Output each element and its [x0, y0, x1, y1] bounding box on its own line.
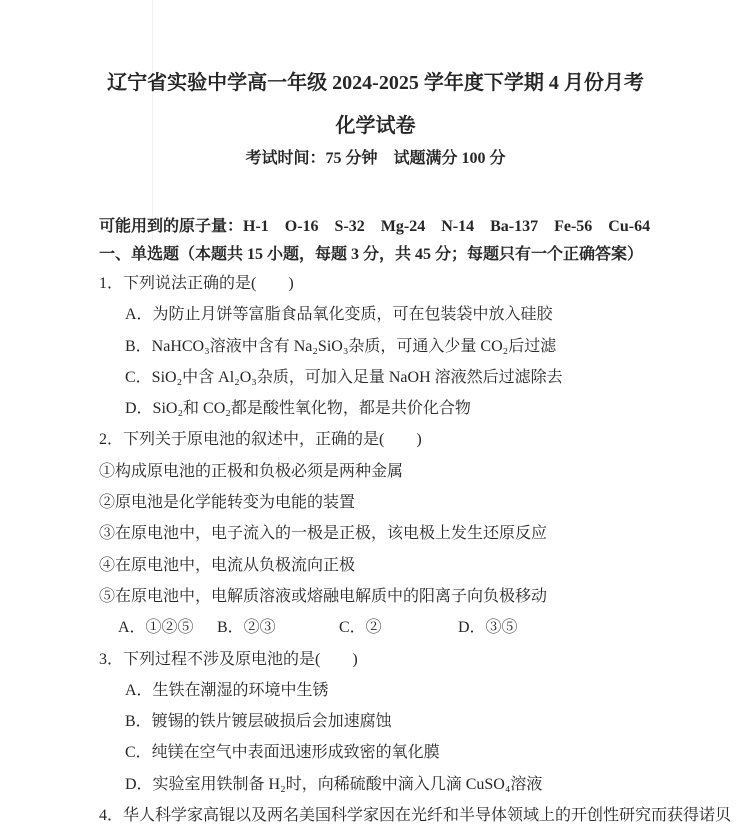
- question-2-choice-d: D．③⑤: [458, 619, 518, 637]
- exam-info-line: 考试时间：75 分钟 试题满分 100 分: [245, 150, 506, 167]
- section-header: 一、单选题（本题共 15 小题，每题 3 分，共 45 分；每题只有一个正确答案）: [99, 246, 644, 263]
- question-2-choice-b: B．②③: [217, 619, 276, 637]
- question-3-option-b: B．镀锡的铁片镀层破损后会加速腐蚀: [125, 713, 392, 731]
- question-1-stem: 1．下列说法正确的是( ): [99, 275, 294, 292]
- question-2-choice-a: A．①②⑤: [118, 619, 194, 637]
- question-3-option-a: A．生铁在潮湿的环境中生锈: [125, 681, 329, 699]
- question-2-choice-c: C．②: [339, 619, 382, 637]
- question-3-option-c: C．纯镁在空气中表面迅速形成致密的氧化膜: [125, 744, 440, 762]
- question-4-stem: 4．华人科学家高锟以及两名美国科学家因在光纤和半导体领域上的开创性研究而获得诺贝: [99, 807, 732, 825]
- question-2-statement-5: ⑤在原电池中，电解质溶液或熔融电解质中的阳离子向负极移动: [99, 587, 548, 605]
- question-1-option-c: C．SiO₂中含 Al₂O₃杂质，可加入足量 NaOH 溶液然后过滤除去: [125, 368, 563, 386]
- question-3-option-d: D．实验室用铁制备 H₂时，向稀硫酸中滴入几滴 CuSO₄溶液: [125, 775, 543, 793]
- document-title-line2: 化学试卷: [335, 115, 416, 137]
- atomic-masses-line: 可能用到的原子量：H-1 O-16 S-32 Mg-24 N-14 Ba-137 Fe-56 Cu-64: [99, 218, 651, 235]
- question-2-statement-3: ③在原电池中，电子流入的一极是正极，该电极上发生还原反应: [99, 525, 548, 543]
- question-2-statement-4: ④在原电池中，电流从负极流向正极: [99, 556, 356, 574]
- question-3-stem: 3．下列过程不涉及原电池的是( ): [99, 650, 358, 668]
- question-2-stem: 2．下列关于原电池的叙述中，正确的是( ): [99, 431, 422, 449]
- questions-area: [99, 268, 749, 825]
- document-title-line1: 辽宁省实验中学高一年级 2024-2025 学年度下学期 4 月份月考: [107, 72, 644, 94]
- question-2-statement-2: ②原电池是化学能转变为电能的装置: [99, 494, 356, 512]
- question-2-statement-1: ①构成原电池的正极和负极必须是两种金属: [99, 462, 404, 480]
- question-1-option-d: D．SiO₂和 CO₂都是酸性氧化物，都是共价化合物: [125, 400, 471, 418]
- question-1-option-a: A．为防止月饼等富脂食品氧化变质，可在包装袋中放入硅胶: [125, 306, 553, 324]
- question-1-option-b: B．NaHCO₃溶液中含有 Na₂SiO₃杂质，可通入少量 CO₂后过滤: [125, 337, 557, 355]
- question-2-choices-row: [99, 612, 749, 643]
